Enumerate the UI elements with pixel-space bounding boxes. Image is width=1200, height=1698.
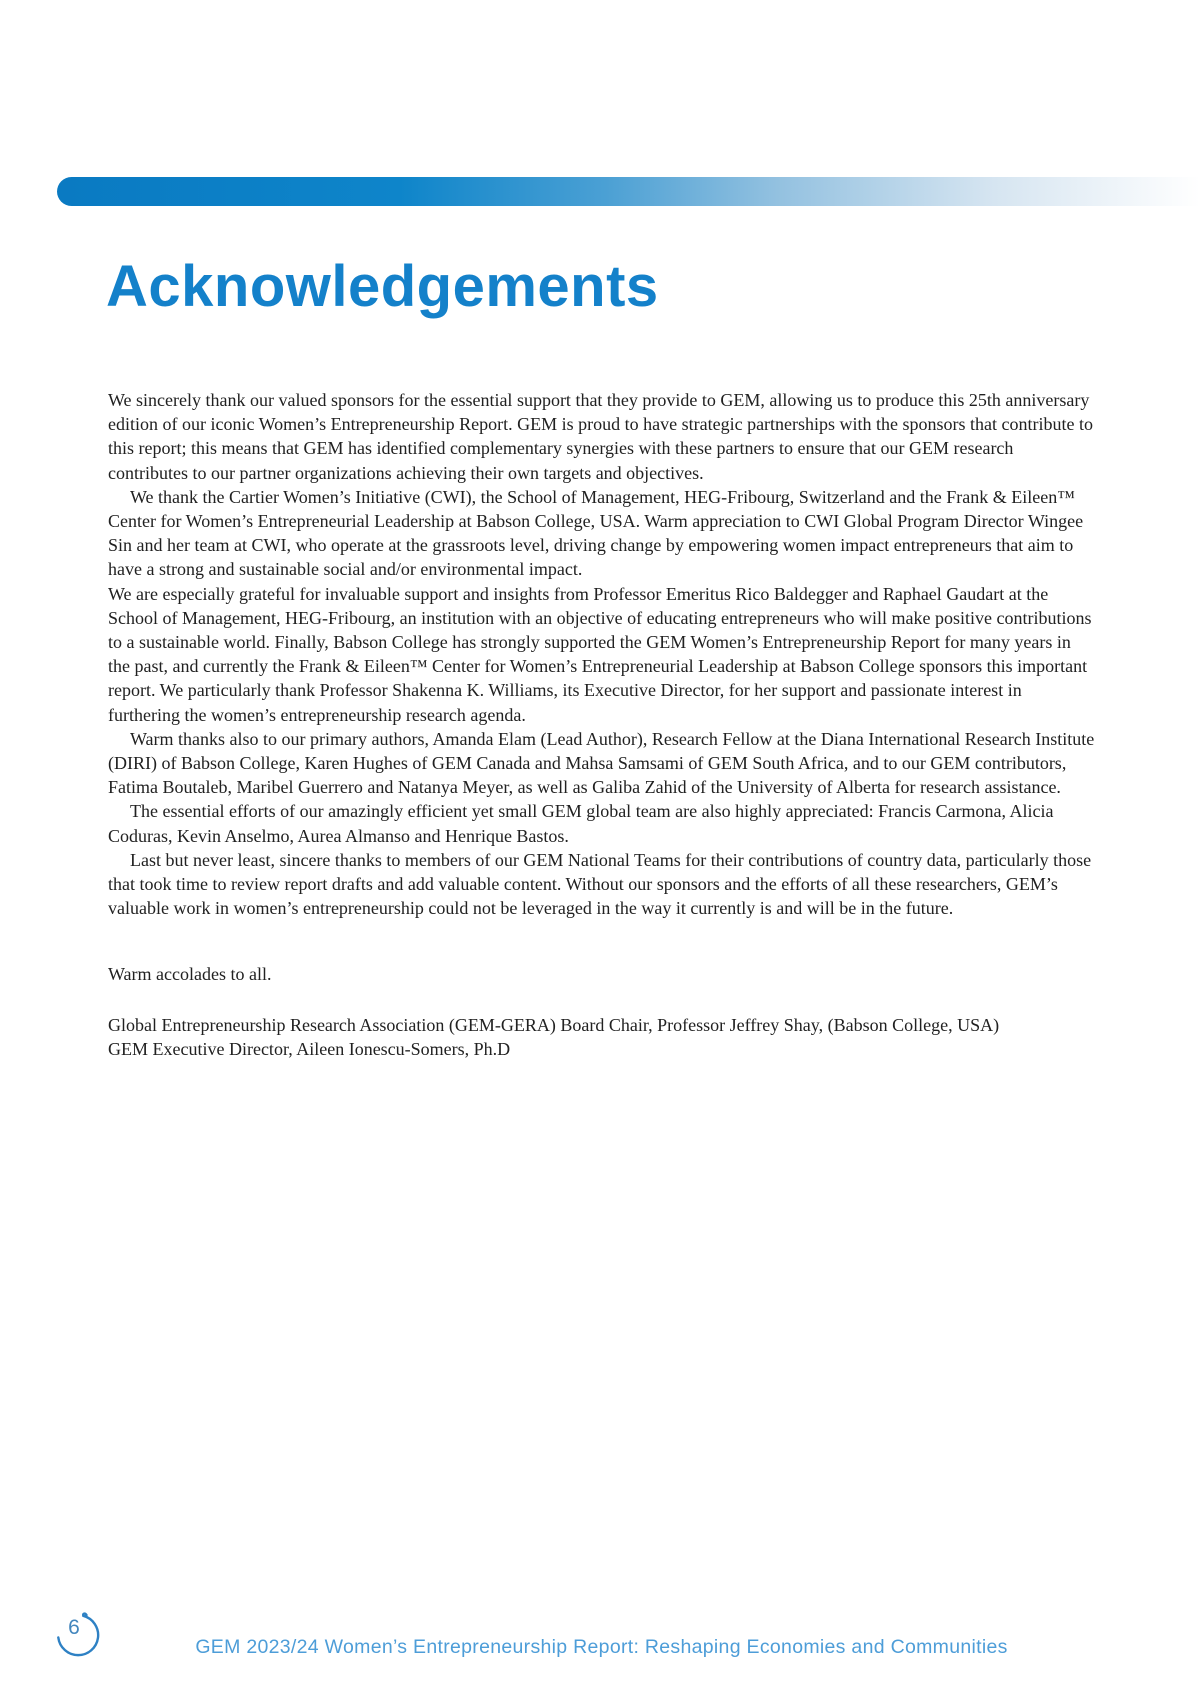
paragraph: Warm thanks also to our primary authors, Amanda Elam (Lead Author), Research Fellow at the Diana International Research Institute (DIRI) of Babson College, Karen Hughes of GEM Canada and Mahsa Samsami of GEM South Africa, and to our GEM contributors, Fatima Boutaleb, Maribel Guerrero and Natanya Meyer, as well as Galiba Zahid of the University of Alberta for research assistance. (108, 728, 1095, 798)
page-number: 6 (68, 1616, 80, 1639)
paragraph: The essential efforts of our amazingly efficient yet small GEM global team are also highly appreciated: Francis Carmona, Alicia Coduras, Kevin Anselmo, Aurea Almanso and Henrique Bastos. (108, 801, 1054, 846)
closing-line: Warm accolades to all. (108, 964, 272, 985)
signature-line-2: GEM Executive Director, Aileen Ionescu-Somers, Ph.D (108, 1038, 511, 1059)
paragraph: Last but never least, sincere thanks to members of our GEM National Teams for their contributions of country data, particularly those that took time to review report drafts and add valuable content. Without our sponsors and the efforts of all these researchers, GEM’s valuable work in women’s entrepreneurship could not be leveraged in the way it currently is and will be in the future. (108, 849, 1092, 919)
footer-report-title: GEM 2023/24 Women’s Entrepreneurship Report: Reshaping Economies and Communities (195, 1636, 1008, 1658)
header-gradient-bar (57, 177, 1200, 206)
page-title: Acknowledgements (106, 253, 659, 319)
acknowledgements-paragraphs (108, 388, 1095, 920)
paragraph: We sincerely thank our valued sponsors for the essential support that they provide to GEM, allowing us to produce this 25th anniversary edition of our iconic Women’s Entrepreneurship Report. GEM is proud to have strategic partnerships with the sponsors that contribute to this report; this means that GEM has identified complementary synergies with these partners to ensure that our GEM research contributes to our partner organizations achieving their own targets and objectives. (108, 390, 1094, 483)
paragraph: We are especially grateful for invaluable support and insights from Professor Emeritus Rico Baldegger and Raphael Gaudart at the School of Management, HEG-Fribourg, an institution with an objective of educating entrepreneurs who will make positive contributions to a sustainable world. Finally, Babson College has strongly supported the GEM Women’s Entrepreneurship Report for many years in the past, and currently the Frank & Eileen™ Center for Women’s Entrepreneurial Leadership at Babson College sponsors this important report. We particularly thank Professor Shakenna K. Williams, its Executive Director, for her support and passionate interest in furthering the women’s entrepreneurship research agenda. (108, 583, 1092, 725)
acknowledgements-body (108, 388, 1095, 1061)
page-number-badge (48, 1602, 110, 1662)
paragraph: We thank the Cartier Women’s Initiative (CWI), the School of Management, HEG-Fribourg, Switzerland and the Frank & Eileen™ Center for Women’s Entrepreneurial Leadership at Babson College, USA. Warm appreciation to CWI Global Program Director Wingee Sin and her team at CWI, who operate at the grassroots level, driving change by empowering women impact entrepreneurs that aim to have a strong and sustainable social and/or environmental impact. (108, 486, 1084, 580)
signature-line-1: Global Entrepreneurship Research Association (GEM-GERA) Board Chair, Professor Jeffrey Shay, (Babson College, USA) (108, 1014, 1000, 1035)
